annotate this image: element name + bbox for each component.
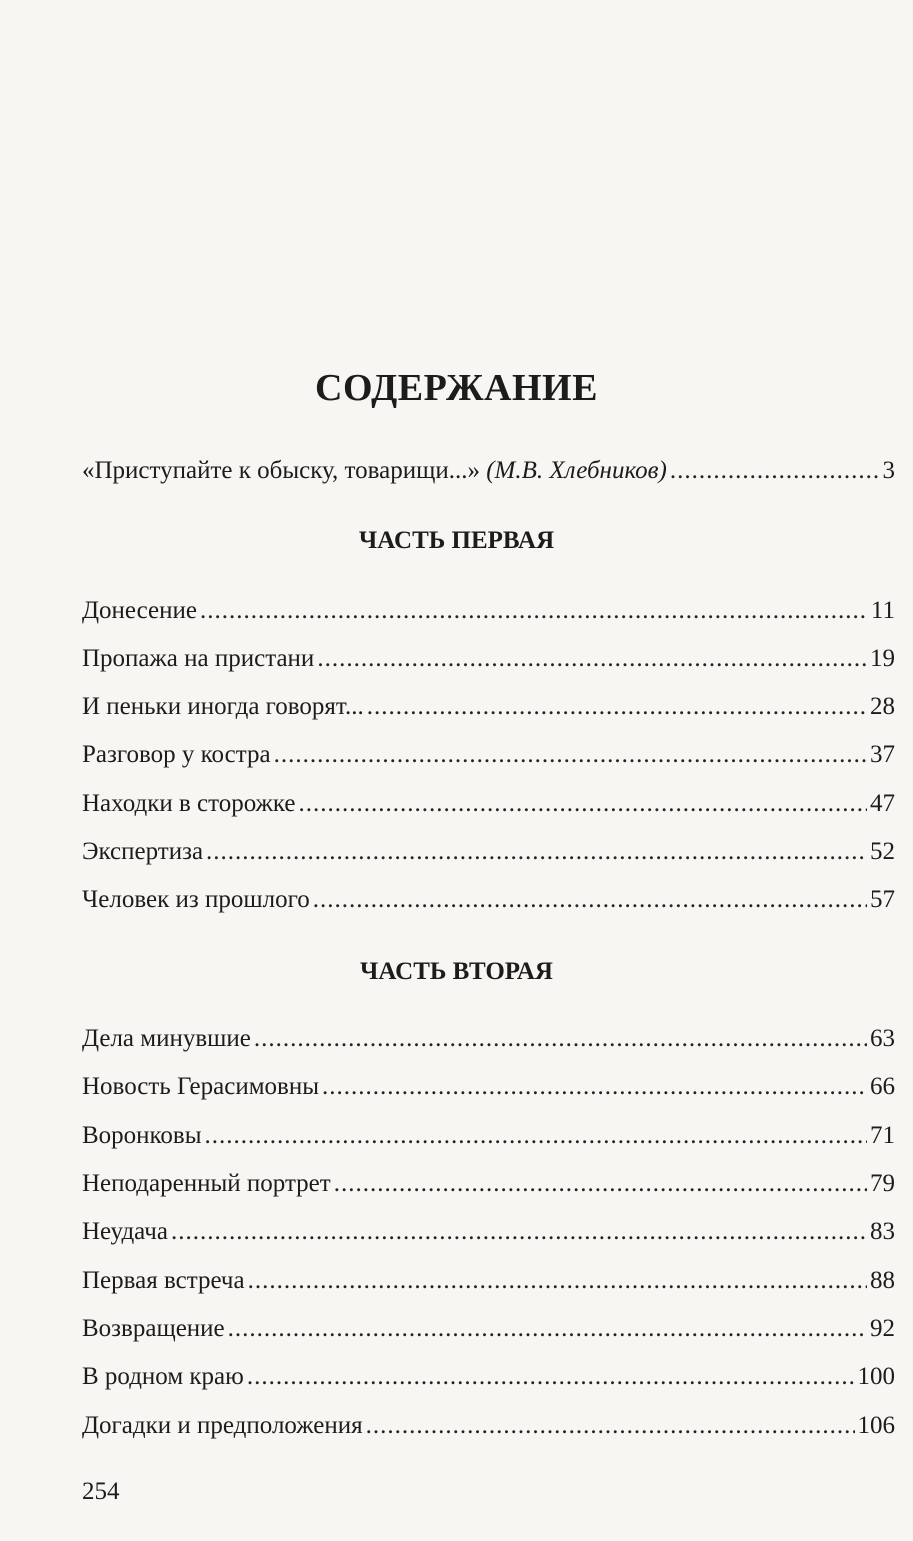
toc-entry	[82, 880, 895, 920]
intro-text: «Приступайте к обыску, товарищи...»	[82, 457, 480, 484]
intro-author: (М.В. Хлебников)	[486, 457, 667, 484]
toc-entry-title: Новость Герасимовны	[82, 1073, 319, 1100]
dot-leader	[171, 1212, 867, 1252]
toc-entry-page: 88	[870, 1267, 895, 1294]
toc-entry	[82, 735, 895, 775]
dot-leader	[206, 832, 867, 872]
dot-leader	[205, 1116, 867, 1156]
toc-entry-title: Донесение	[82, 597, 198, 624]
dot-leader	[274, 735, 867, 775]
toc-entry-intro	[82, 451, 895, 491]
part-one-heading: ЧАСТЬ ПЕРВАЯ	[358, 527, 555, 554]
toc-entry	[82, 1067, 895, 1107]
toc-entry-page: 106	[857, 1412, 895, 1439]
toc-entry-page: 79	[870, 1170, 895, 1197]
toc-entry	[82, 1019, 895, 1059]
toc-entry	[82, 687, 895, 727]
toc-entry-page: 37	[870, 741, 895, 768]
toc-entry-title: Первая встреча	[82, 1267, 245, 1294]
toc-entry-title: Человек из прошлого	[82, 886, 310, 913]
toc-entry-page: 28	[870, 693, 895, 720]
toc-entry-title: Экспертиза	[82, 838, 204, 865]
dot-leader	[334, 1164, 867, 1204]
toc-entry	[82, 1357, 895, 1397]
toc-entry-page: 66	[870, 1073, 895, 1100]
toc-entry-title: Неподаренный портрет	[82, 1170, 331, 1197]
toc-entry-title: Пропажа на пристани	[82, 645, 315, 672]
toc-entry-title: Дела минувшие	[82, 1025, 251, 1052]
toc-entry-title: И пеньки иногда говорят...	[82, 693, 364, 720]
toc-entry	[82, 1116, 895, 1156]
dot-leader	[254, 1019, 867, 1059]
dot-leader	[247, 1357, 855, 1397]
toc-entry-page: 3	[882, 457, 895, 484]
page-number: 254	[82, 1478, 120, 1505]
dot-leader	[670, 451, 880, 491]
dot-leader	[322, 1067, 867, 1107]
toc-entry-title	[82, 451, 667, 491]
dot-leader	[313, 880, 867, 920]
toc-entry	[82, 784, 895, 824]
toc-entry-page: 63	[870, 1025, 895, 1052]
toc-entry-title: Воронковы	[82, 1122, 202, 1149]
dot-leader	[228, 1309, 867, 1349]
dot-leader	[200, 591, 868, 631]
toc-entry-title: Догадки и предположения	[82, 1412, 363, 1439]
toc-entry-page: 92	[870, 1315, 895, 1342]
toc-entry	[82, 639, 895, 679]
toc-entry-page: 47	[870, 790, 895, 817]
toc-entry-page: 11	[870, 597, 895, 624]
toc-entry-page: 100	[857, 1363, 895, 1390]
toc-entry	[82, 832, 895, 872]
toc-entry-title: В родном краю	[82, 1363, 244, 1390]
toc-entry-page: 83	[870, 1218, 895, 1245]
toc-entry-title: Неудача	[82, 1218, 168, 1245]
toc-entry	[82, 1212, 895, 1252]
toc-entry-title: Возвращение	[82, 1315, 225, 1342]
toc-entry-title: Разговор у костра	[82, 741, 271, 768]
part-two-heading: ЧАСТЬ ВТОРАЯ	[360, 958, 553, 985]
dot-leader	[367, 687, 867, 727]
toc-entry	[82, 1164, 895, 1204]
toc-entry	[82, 1261, 895, 1301]
toc-entry	[82, 1406, 895, 1446]
toc-entry	[82, 591, 895, 631]
toc-entry-page: 71	[870, 1122, 895, 1149]
page-title: СОДЕРЖАНИЕ	[315, 367, 598, 409]
dot-leader	[366, 1406, 855, 1446]
dot-leader	[248, 1261, 867, 1301]
toc-entry-title: Находки в сторожке	[82, 790, 296, 817]
dot-leader	[299, 784, 868, 824]
toc-entry	[82, 1309, 895, 1349]
toc-entry-page: 57	[870, 886, 895, 913]
toc-entry-page: 19	[870, 645, 895, 672]
toc-entry-page: 52	[870, 838, 895, 865]
dot-leader	[317, 639, 867, 679]
